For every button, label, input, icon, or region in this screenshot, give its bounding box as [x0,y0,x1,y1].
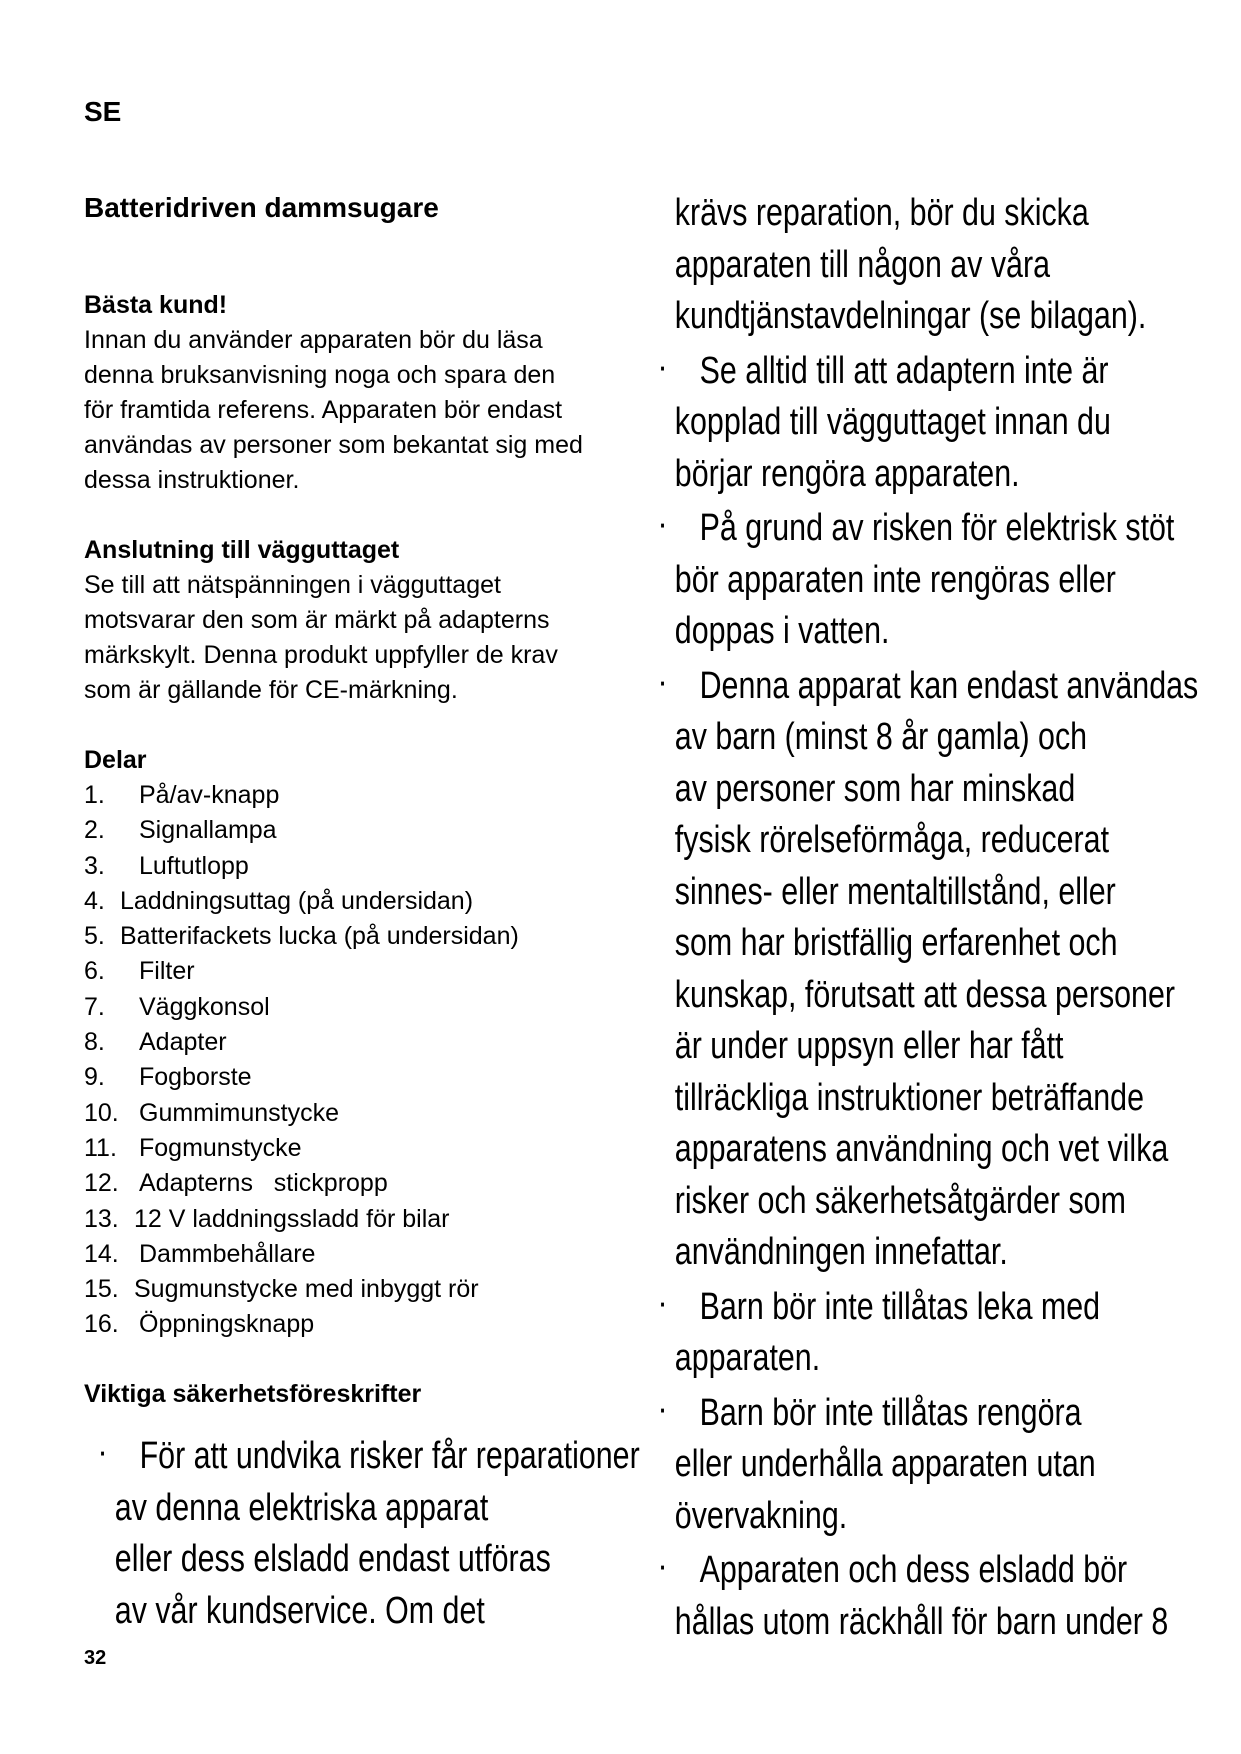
safety-line-text: krävs reparation, bör du skicka [674,192,1089,234]
safety-line-text: apparaten till någon av våra [674,243,1050,286]
list-item [84,1096,644,1131]
safety-line [658,1491,1198,1543]
safety-line-text: Barn bör inte tillåtas rengöra [699,1391,1082,1434]
part-number: 3. [84,851,105,880]
safety-line-text: bör apparaten inte rengöras eller [674,558,1116,601]
safety-bullet-line [658,658,1198,713]
safety-text-right [658,188,1198,1648]
safety-bullet-line [658,1279,1198,1334]
parts-section [84,743,644,1343]
part-label: Fogborste [139,1063,252,1092]
part-label: På/av-knapp [139,781,280,809]
list-item [84,1025,644,1060]
safety-line-text: av denna elektriska apparat [114,1486,489,1529]
part-label: Gummimunstycke [139,1098,340,1127]
safety-bullet-line [658,1385,1198,1440]
bullet-icon: · [659,510,667,540]
parts-list [84,778,644,1343]
safety-line-text: fysisk rörelseförmåga, reducerat [674,819,1110,861]
list-item [84,990,644,1025]
safety-bullet-line [658,500,1198,555]
intro-line: för framtida referens. Apparaten bör endast [84,396,563,424]
safety-heading: Viktiga säkerhetsföreskrifter [84,1379,422,1408]
safety-line-text: sinnes- eller mentaltillstånd, eller [674,870,1116,913]
list-item [84,849,644,884]
safety-line [658,291,1198,343]
list-item [84,1237,644,1272]
safety-line-text: kunskap, förutsatt att dessa personer [674,973,1175,1016]
intro-line: denna bruksanvisning noga och spara den [84,361,556,389]
list-item [84,1166,644,1201]
page-number: 32 [84,1647,107,1669]
part-label: Filter [139,957,195,986]
safety-line-text: doppas i vatten. [674,610,890,652]
list-item [84,778,644,813]
list-item [84,1307,644,1342]
intro-heading: Bästa kund! [84,291,228,319]
part-label: Laddningsuttag (på undersidan) [120,886,474,915]
connection-line: Se till att nätspänningen i vägguttaget [84,571,501,599]
safety-line-text: eller dess elsladd endast utföras [114,1538,551,1580]
connection-line: märkskylt. Denna produkt uppfyller de krav [84,641,558,669]
safety-line [658,397,1198,449]
safety-line [658,555,1198,607]
part-label: 12 V laddningssladd för bilar [134,1204,450,1233]
safety-line [658,1333,1198,1385]
list-item [84,954,644,989]
part-number: 15. [84,1275,119,1304]
part-number: 9. [84,1063,105,1092]
safety-line-text: tillräckliga instruktioner beträffande [674,1076,1144,1119]
connection-line: som är gällande för CE-märkning. [84,676,458,704]
safety-text-left [98,1428,640,1637]
part-label: Dammbehållare [139,1239,316,1268]
part-number: 7. [84,992,105,1021]
safety-line [658,918,1198,970]
safety-line-text: övervakning. [674,1494,848,1537]
safety-line-text: av personer som har minskad [674,767,1076,810]
safety-line [658,867,1198,919]
part-number: 8. [84,1028,105,1057]
part-number: 4. [84,886,105,915]
part-label: Fogmunstycke [139,1133,302,1162]
part-label: Batterifackets lucka (på undersidan) [120,922,519,951]
safety-line-text: av barn (minst 8 år gamla) och [674,716,1088,758]
part-number: 6. [84,957,105,986]
intro-line: användas av personer som bekantat sig med [84,431,583,459]
safety-line [658,449,1198,501]
bullet-icon: · [659,1394,667,1425]
safety-line [98,1586,640,1638]
safety-line [658,1439,1198,1491]
safety-line-text: kopplad till vägguttaget innan du [674,401,1111,443]
safety-line-text: som har bristfällig erfarenhet och [674,922,1118,964]
intro-line: dessa instruktioner. [84,466,300,494]
safety-line [658,970,1198,1022]
connection-text [84,568,644,708]
intro-line: Innan du använder apparaten bör du läsa [84,326,543,354]
safety-line [658,815,1198,867]
safety-line [658,712,1198,764]
safety-line-text: Apparaten och dess elsladd bör [699,1549,1128,1591]
connection-section [84,533,644,708]
part-label: Adapter [139,1028,227,1057]
safety-bullet-line [658,343,1198,398]
list-item [84,813,644,848]
safety-line-text: kundtjänstavdelningar (se bilagan). [674,295,1147,337]
list-item [84,1202,644,1237]
list-item [84,884,644,919]
safety-line-text: apparatens användning och vet vilka [674,1128,1169,1170]
part-number: 10. [84,1098,119,1127]
safety-line-text: apparaten. [674,1337,821,1379]
left-column [84,190,644,1412]
safety-line-text: hållas utom räckhåll för barn under 8 [674,1600,1169,1643]
safety-line-text: På grund av risken för elektrisk stöt [699,507,1175,549]
part-label: Väggkonsol [139,992,270,1021]
part-number: 12. [84,1169,119,1198]
bullet-icon: · [99,1438,107,1468]
safety-line-text: Barn bör inte tillåtas leka med [699,1285,1101,1328]
safety-line-text: Se alltid till att adaptern inte är [699,349,1109,392]
part-number: 5. [84,922,105,951]
parts-heading: Delar [84,746,147,774]
connection-heading: Anslutning till vägguttaget [84,536,400,564]
connection-line: motsvarar den som är märkt på adapterns [84,606,550,634]
safety-line [658,1597,1198,1649]
part-number: 11. [84,1133,117,1162]
part-number: 16. [84,1310,119,1339]
list-item [84,1272,644,1307]
part-number: 1. [84,781,105,809]
safety-line [658,240,1198,292]
safety-line-text: börjar rengöra apparaten. [674,452,1020,495]
list-item [84,1060,644,1095]
safety-line-text: risker och säkerhetsåtgärder som [674,1179,1126,1222]
safety-line [658,1021,1198,1073]
safety-line-text: För att undvika risker får reparationer [139,1435,640,1477]
safety-line-text: är under uppsyn eller har fått [674,1025,1064,1067]
safety-line [98,1534,640,1586]
part-number: 14. [84,1239,119,1268]
bullet-icon: · [659,1288,667,1319]
safety-line [658,1124,1198,1176]
safety-line [98,1483,640,1535]
safety-line-text: av vår kundservice. Om det [114,1589,485,1632]
safety-bullet-line [98,1428,640,1483]
part-label: Luftutlopp [139,851,249,880]
bullet-icon: · [659,1552,667,1582]
language-code: SE [84,96,122,127]
part-label: Öppningsknapp [139,1310,315,1339]
safety-line-text: eller underhålla apparaten utan [674,1443,1096,1485]
list-item [84,919,644,954]
intro-text [84,323,644,498]
part-number: 13. [84,1204,119,1233]
safety-line [658,606,1198,658]
part-label: Adapterns stickpropp [139,1169,388,1198]
safety-line [658,1073,1198,1125]
part-label: Sugmunstycke med inbyggt rör [134,1275,479,1304]
document-title: Batteridriven dammsugare [84,192,439,223]
part-label: Signallampa [139,816,277,845]
list-item [84,1131,644,1166]
bullet-icon: · [659,352,667,383]
bullet-icon: · [659,667,667,698]
part-number: 2. [84,816,105,845]
safety-bullet-line [658,1542,1198,1597]
safety-line [658,764,1198,816]
safety-line [658,188,1198,240]
safety-line-text: användningen innefattar. [674,1231,1008,1273]
intro-section [84,288,644,498]
safety-line [658,1176,1198,1228]
safety-line-text: Denna apparat kan endast användas [699,664,1199,707]
safety-line [658,1227,1198,1279]
